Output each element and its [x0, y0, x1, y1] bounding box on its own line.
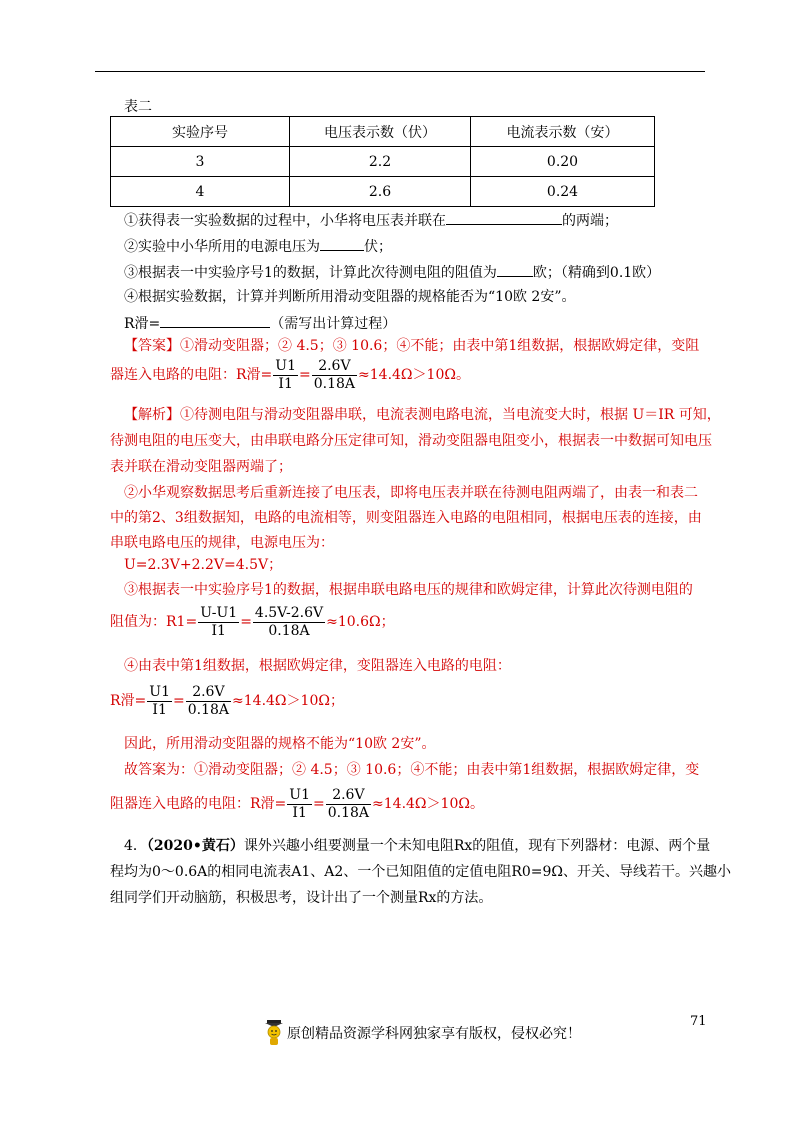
question-1-text: ①获得表一实验数据的过程中，小华将电压表并联在	[124, 213, 446, 229]
data-table	[110, 116, 655, 207]
next-question-line-1	[124, 836, 710, 856]
answer-blank	[160, 313, 270, 328]
header-rule	[95, 71, 705, 72]
answer-line-2: 器连入电路的电阻：R滑= $\frac{U1}{I1}$ = $\frac{2.6V}{0.18A}$ ≈14.4Ω＞10Ω。	[110, 357, 470, 392]
question-5-label: R滑=	[124, 316, 161, 332]
table-caption: 表二	[124, 99, 152, 115]
fraction-denominator: 0.18A	[187, 701, 230, 718]
question-number: 4．	[124, 838, 147, 854]
question-3-text: ③根据表一中实验序号1的数据，计算此次待测电阻的阻值为	[124, 265, 497, 281]
fraction-denominator: I1	[152, 701, 167, 718]
answer-text-tail: ≈14.4Ω＞10Ω。	[358, 367, 470, 383]
table-cell: 4	[111, 177, 290, 207]
scholar-mascot-icon	[263, 1019, 285, 1047]
table-cell: 2.6	[290, 177, 471, 207]
fraction-denominator: I1	[278, 375, 293, 392]
question-4: ④根据实验数据，计算并判断所用滑动变阻器的规格能否为“10欧 2安”。	[124, 289, 576, 305]
table-cell: 2.2	[290, 147, 471, 177]
analysis-text-tail: ≈14.4Ω＞10Ω；	[232, 693, 344, 709]
question-2-text: ②实验中小华所用的电源电压为	[124, 239, 320, 255]
fraction	[186, 684, 231, 719]
answer-blank	[446, 210, 562, 225]
table-header-cell: 电流表示数（安）	[471, 117, 655, 147]
analysis-line: 故答案为：①滑动变阻器；② 4.5；③ 10.6；④不能；由表中第1组数据，根据欧姆定律，变	[124, 762, 700, 778]
fraction	[312, 358, 357, 393]
analysis-equation: U=2.3V+2.2V=4.5V；	[124, 557, 283, 573]
answer-text: 器连入电路的电阻：R滑=	[110, 367, 273, 383]
fraction-numerator: U1	[289, 786, 310, 803]
fraction-numerator: U1	[149, 683, 170, 700]
analysis-text-tail: ≈10.6Ω；	[326, 614, 395, 630]
table-cell: 3	[111, 147, 290, 177]
fraction-numerator: 2.6V	[186, 684, 231, 702]
analysis-line: 表并联在滑动变阻器两端了；	[110, 459, 292, 475]
next-question-line-2: 程均为0～0.6A的相同电流表A1、A2、一个已知阻值的定值电阻R0=9Ω、开关、导线若干。兴趣小	[110, 864, 732, 880]
fraction	[273, 358, 298, 393]
fraction	[326, 787, 371, 822]
fraction-denominator: 0.18A	[327, 804, 370, 821]
question-2-tail: 伏；	[364, 239, 392, 255]
fraction	[198, 605, 239, 640]
question-3-tail: 欧；（精确到0.1欧）	[532, 265, 661, 281]
question-source: （2020•黄石）	[146, 838, 244, 854]
analysis-text: 阻值为：R1=	[110, 614, 198, 630]
analysis-line: ③根据表一中实验序号1的数据，根据串联电路电压的规律和欧姆定律，计算此次待测电阻的	[124, 582, 693, 598]
analysis-line: 【解析】①待测电阻与滑动变阻器串联，电流表测电路电流，当电流变大时，根据 U＝IR 可知，	[124, 407, 721, 423]
fraction-denominator: I1	[292, 804, 307, 821]
analysis-formula-1: 阻值为：R1= $\frac{U-U1}{I1}$ = $\frac{4.5V-2.6V}{0.18A}$ ≈10.6Ω；	[110, 604, 395, 639]
analysis-line: 待测电阻的电压变大，由串联电路分压定律可知，滑动变阻器电阻变小，根据表一中数据可知电压	[110, 433, 712, 449]
question-1-tail: 的两端；	[562, 213, 618, 229]
analysis-formula-2: R滑= $\frac{U1}{I1}$ = $\frac{2.6V}{0.18A}$ ≈14.4Ω＞10Ω；	[110, 683, 344, 718]
table-header-cell: 电压表示数（伏）	[290, 117, 471, 147]
fraction-denominator: 0.18A	[268, 622, 310, 639]
fraction-numerator: U1	[275, 357, 296, 374]
copyright-notice: 原创精品资源学科网独家享有版权，侵权必究！	[287, 1026, 581, 1042]
question-text: 课外兴趣小组要测量一个未知电阻Rx的阻值，现有下列器材：电源、两个量	[243, 838, 711, 854]
answer-blank	[320, 236, 364, 251]
next-question-line-3: 组同学们开动脑筋，积极思考，设计出了一个测量Rx的方法。	[110, 890, 493, 906]
answer-blank	[497, 262, 533, 277]
question-5-tail: （需写出计算过程）	[270, 316, 397, 332]
analysis-line: 中的第2、3组数据知，电路的电流相等，则变阻器连入电路的电阻相同，根据电压表的连接，由	[110, 510, 702, 526]
analysis-line: 因此，所用滑动变阻器的规格不能为“10欧 2安”。	[124, 736, 436, 752]
question-3	[124, 262, 660, 283]
fraction	[147, 684, 172, 719]
fraction-denominator: I1	[211, 622, 226, 639]
table-cell: 0.24	[471, 177, 655, 207]
table-row	[111, 177, 655, 207]
fraction	[287, 787, 312, 822]
analysis-line: ④由表中第1组数据，根据欧姆定律，变阻器连入电路的电阻：	[124, 658, 511, 674]
table-header-row	[111, 117, 655, 147]
analysis-text: 阻器连入电路的电阻：R滑=	[110, 796, 287, 812]
fraction-numerator: 2.6V	[326, 787, 371, 805]
fraction-denominator: 0.18A	[313, 375, 356, 392]
answer-line-1: 【答案】①滑动变阻器；② 4.5；③ 10.6；④不能；由表中第1组数据，根据欧姆定律，变阻	[124, 338, 700, 354]
analysis-text-tail: ≈14.4Ω＞10Ω。	[372, 796, 484, 812]
question-2	[124, 236, 392, 257]
fraction-numerator: U-U1	[200, 604, 238, 621]
table-header-cell: 实验序号	[111, 117, 290, 147]
question-1	[124, 210, 618, 231]
question-5	[124, 313, 396, 334]
analysis-line: ②小华观察数据思考后重新连接了电压表，即将电压表并联在待测电阻两端了，由表一和表二	[124, 485, 698, 501]
fraction-numerator: 4.5V-2.6V	[254, 604, 324, 621]
table-row	[111, 147, 655, 177]
analysis-text: R滑=	[110, 693, 147, 709]
fraction	[253, 605, 325, 640]
fraction-numerator: 2.6V	[312, 358, 357, 376]
analysis-line: 串联电路电压的规律，电源电压为：	[110, 535, 334, 551]
analysis-formula-3: 阻器连入电路的电阻：R滑= $\frac{U1}{I1}$ = $\frac{2.6V}{0.18A}$ ≈14.4Ω＞10Ω。	[110, 786, 484, 821]
table-cell: 0.20	[471, 147, 655, 177]
page-number: 71	[690, 1014, 707, 1029]
